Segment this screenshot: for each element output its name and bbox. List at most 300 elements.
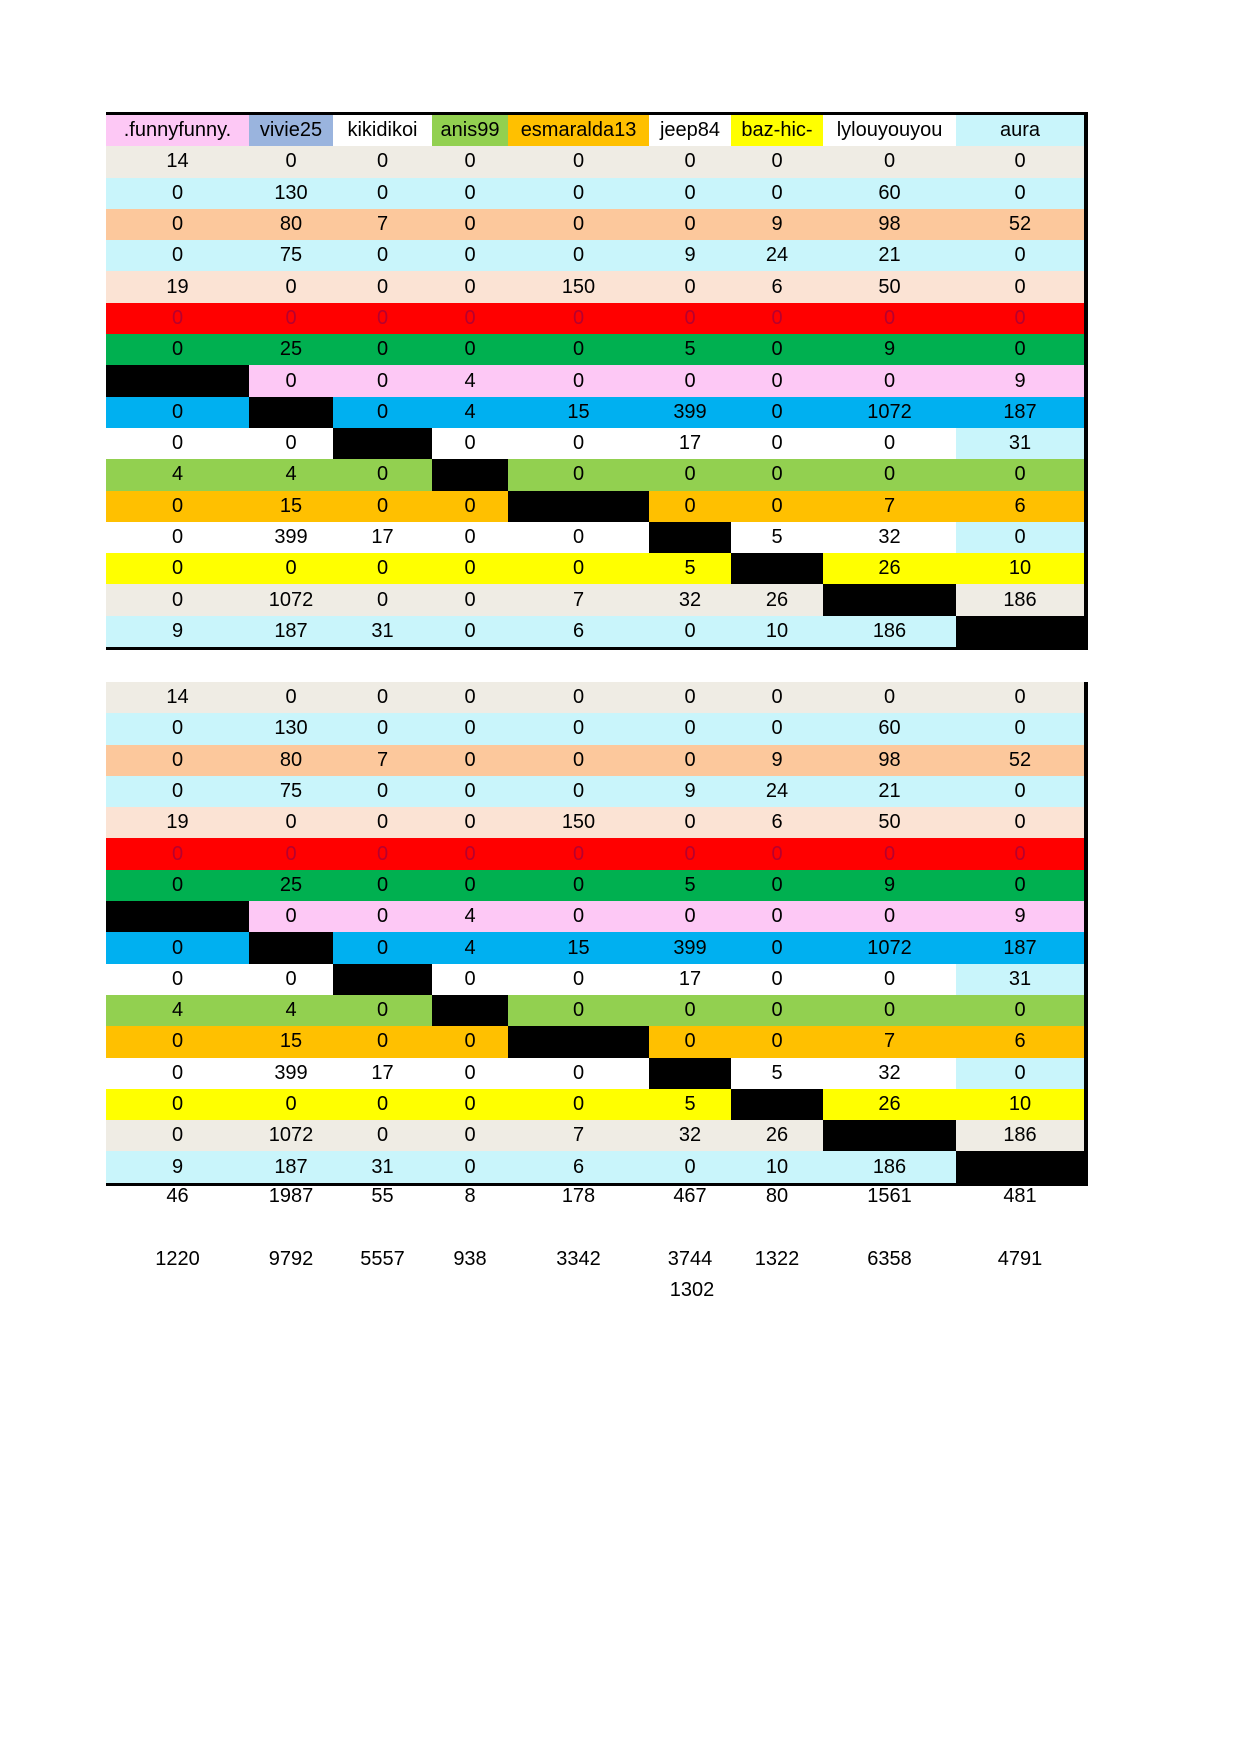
table-cell: 0 xyxy=(508,240,649,271)
table-cell: 80 xyxy=(249,745,333,776)
table-cell: 0 xyxy=(106,334,249,365)
table-cell: 0 xyxy=(956,776,1084,807)
total-cell: 8 xyxy=(464,1185,476,1208)
table-cell: 0 xyxy=(649,901,731,932)
blank-cell xyxy=(508,1026,649,1057)
total-cell: 1561 xyxy=(867,1185,912,1208)
table-cell: 0 xyxy=(333,178,432,209)
table-cell: 10 xyxy=(956,1089,1084,1120)
table-cell: 6 xyxy=(956,491,1084,522)
table-cell: 4 xyxy=(106,995,249,1026)
table-cell: 0 xyxy=(432,522,508,553)
table-cell: 10 xyxy=(731,1151,823,1182)
table-cell: 0 xyxy=(508,901,649,932)
table-cell: 0 xyxy=(333,807,432,838)
table-row xyxy=(106,1058,1084,1089)
table-cell: 0 xyxy=(823,901,956,932)
table-cell: 4 xyxy=(432,901,508,932)
table-cell: 0 xyxy=(649,616,731,647)
table-cell: 0 xyxy=(333,870,432,901)
table-cell: 9 xyxy=(649,240,731,271)
table-cell: 80 xyxy=(249,209,333,240)
table-cell: 0 xyxy=(823,303,956,334)
blank-cell xyxy=(731,553,823,584)
table-cell: 17 xyxy=(333,522,432,553)
blank-cell xyxy=(731,1089,823,1120)
table-cell: 0 xyxy=(106,838,249,869)
table-cell: 0 xyxy=(249,271,333,302)
table-cell: 0 xyxy=(649,713,731,744)
table-cell: 7 xyxy=(823,491,956,522)
table-cell: 0 xyxy=(649,1026,731,1057)
score-table-bottom xyxy=(106,682,1088,1186)
table-row xyxy=(106,428,1084,459)
table-cell: 0 xyxy=(823,459,956,490)
table-cell: 0 xyxy=(333,397,432,428)
table-cell: 0 xyxy=(649,491,731,522)
table-cell: 24 xyxy=(731,776,823,807)
table-row xyxy=(106,146,1084,177)
table-cell: 0 xyxy=(333,303,432,334)
table-cell: 14 xyxy=(106,146,249,177)
table-cell: 0 xyxy=(432,271,508,302)
blank-cell xyxy=(649,522,731,553)
table-cell: 130 xyxy=(249,713,333,744)
table-cell: 0 xyxy=(649,365,731,396)
table-cell: 17 xyxy=(649,964,731,995)
table-cell: 0 xyxy=(249,146,333,177)
table-row xyxy=(106,240,1084,271)
table-cell: 9 xyxy=(649,776,731,807)
table-cell: 98 xyxy=(823,745,956,776)
header-row xyxy=(106,115,1084,146)
table-cell: 399 xyxy=(649,932,731,963)
table-cell: 60 xyxy=(823,713,956,744)
table-cell: 50 xyxy=(823,807,956,838)
table-cell: 0 xyxy=(432,713,508,744)
table-cell: 0 xyxy=(106,522,249,553)
table-cell: 0 xyxy=(249,553,333,584)
blank-cell xyxy=(333,964,432,995)
table-cell: 0 xyxy=(823,146,956,177)
table-cell: 0 xyxy=(731,870,823,901)
table-cell: 0 xyxy=(731,146,823,177)
table-cell: 187 xyxy=(956,932,1084,963)
table-cell: 0 xyxy=(333,584,432,615)
table-row xyxy=(106,776,1084,807)
table-cell: 0 xyxy=(731,428,823,459)
table-cell: 5 xyxy=(731,522,823,553)
table-cell: 0 xyxy=(106,1026,249,1057)
table-cell: 32 xyxy=(649,1120,731,1151)
table-cell: 0 xyxy=(249,303,333,334)
table-cell: 60 xyxy=(823,178,956,209)
table-cell: 26 xyxy=(731,1120,823,1151)
table-cell: 6 xyxy=(731,807,823,838)
table-cell: 0 xyxy=(731,303,823,334)
table-cell: 0 xyxy=(508,776,649,807)
table-row xyxy=(106,807,1084,838)
table-cell: 0 xyxy=(649,745,731,776)
table-cell: 0 xyxy=(432,209,508,240)
table-cell: 186 xyxy=(823,1151,956,1182)
table-cell: 7 xyxy=(508,1120,649,1151)
table-row xyxy=(106,1151,1084,1182)
table-cell: 9 xyxy=(956,901,1084,932)
column-header: esmaralda13 xyxy=(508,115,649,146)
total-cell: 481 xyxy=(1003,1185,1037,1208)
table-cell: 0 xyxy=(956,870,1084,901)
table-cell: 0 xyxy=(508,713,649,744)
table-row xyxy=(106,365,1084,396)
table-row xyxy=(106,682,1084,713)
table-row xyxy=(106,303,1084,334)
table-cell: 0 xyxy=(649,459,731,490)
blank-cell xyxy=(956,1151,1084,1182)
table-cell: 19 xyxy=(106,271,249,302)
table-cell: 0 xyxy=(649,178,731,209)
table-row xyxy=(106,522,1084,553)
table-cell: 0 xyxy=(432,146,508,177)
table-cell: 0 xyxy=(333,776,432,807)
table-row xyxy=(106,932,1084,963)
table-cell: 0 xyxy=(731,964,823,995)
blank-cell xyxy=(106,365,249,396)
table-cell: 0 xyxy=(432,776,508,807)
table-cell: 0 xyxy=(432,334,508,365)
table-cell: 0 xyxy=(432,428,508,459)
column-header: lylouyouyou xyxy=(823,115,956,146)
table-cell: 0 xyxy=(333,838,432,869)
table-cell: 0 xyxy=(106,1120,249,1151)
table-cell: 0 xyxy=(333,1089,432,1120)
blank-cell xyxy=(508,491,649,522)
table-cell: 0 xyxy=(432,964,508,995)
table-row xyxy=(106,271,1084,302)
table-cell: 75 xyxy=(249,240,333,271)
table-cell: 9 xyxy=(731,209,823,240)
total-cell: 80 xyxy=(765,1185,789,1208)
table-cell: 0 xyxy=(333,932,432,963)
table-cell: 0 xyxy=(823,838,956,869)
table-cell: 0 xyxy=(106,1089,249,1120)
table-cell: 0 xyxy=(731,995,823,1026)
blank-cell xyxy=(106,901,249,932)
table-cell: 0 xyxy=(432,553,508,584)
table-cell: 0 xyxy=(432,682,508,713)
table-cell: 0 xyxy=(106,870,249,901)
table-cell: 25 xyxy=(249,334,333,365)
table-cell: 399 xyxy=(249,1058,333,1089)
table-cell: 7 xyxy=(333,209,432,240)
extra-value: 1302 xyxy=(669,1279,715,1302)
table-row xyxy=(106,901,1084,932)
table-cell: 0 xyxy=(106,776,249,807)
table-cell: 25 xyxy=(249,870,333,901)
table-cell: 0 xyxy=(508,178,649,209)
table-cell: 0 xyxy=(432,178,508,209)
blank-cell xyxy=(333,428,432,459)
table-cell: 0 xyxy=(333,1120,432,1151)
table-cell: 0 xyxy=(508,1089,649,1120)
column-header: vivie25 xyxy=(249,115,333,146)
table-cell: 7 xyxy=(823,1026,956,1057)
total-cell: 1987 xyxy=(268,1185,314,1208)
blank-cell xyxy=(432,995,508,1026)
table-cell: 5 xyxy=(649,334,731,365)
table-cell: 0 xyxy=(731,932,823,963)
total-cell: 55 xyxy=(371,1185,394,1208)
table-cell: 0 xyxy=(432,616,508,647)
spacer xyxy=(106,1275,651,1306)
blank-cell xyxy=(823,1120,956,1151)
table-cell: 186 xyxy=(956,1120,1084,1151)
score-table-top xyxy=(106,112,1088,650)
table-cell: 0 xyxy=(823,365,956,396)
table-cell: 0 xyxy=(731,901,823,932)
table-cell: 9 xyxy=(956,365,1084,396)
table-cell: 0 xyxy=(333,365,432,396)
table-row xyxy=(106,1089,1084,1120)
table-cell: 0 xyxy=(649,1151,731,1182)
table-cell: 0 xyxy=(649,209,731,240)
table-cell: 32 xyxy=(649,584,731,615)
table-cell: 0 xyxy=(508,365,649,396)
table-cell: 0 xyxy=(333,271,432,302)
table-cell: 150 xyxy=(508,271,649,302)
table-cell: 0 xyxy=(508,1058,649,1089)
table-cell: 1072 xyxy=(823,397,956,428)
column-header: .funnyfunny. xyxy=(106,115,249,146)
total-cell: 9792 xyxy=(268,1248,314,1271)
table-cell: 0 xyxy=(731,365,823,396)
table-cell: 0 xyxy=(432,807,508,838)
table-cell: 15 xyxy=(249,1026,333,1057)
table-cell: 0 xyxy=(106,428,249,459)
column-header: kikidikoi xyxy=(333,115,432,146)
total-cell: 3744 xyxy=(667,1248,713,1271)
table-cell: 0 xyxy=(731,178,823,209)
table-cell: 7 xyxy=(333,745,432,776)
table-cell: 0 xyxy=(956,459,1084,490)
table-cell: 6 xyxy=(956,1026,1084,1057)
table-cell: 0 xyxy=(956,303,1084,334)
table-row xyxy=(106,178,1084,209)
table-cell: 4 xyxy=(249,995,333,1026)
table-cell: 31 xyxy=(333,616,432,647)
table-cell: 0 xyxy=(333,459,432,490)
table-row xyxy=(106,553,1084,584)
table-cell: 0 xyxy=(508,838,649,869)
table-cell: 0 xyxy=(823,964,956,995)
table-cell: 21 xyxy=(823,240,956,271)
total-cell: 178 xyxy=(561,1185,596,1208)
table-cell: 0 xyxy=(249,838,333,869)
column-header: anis99 xyxy=(432,115,508,146)
table-cell: 31 xyxy=(956,428,1084,459)
table-cell: 0 xyxy=(956,995,1084,1026)
table-cell: 0 xyxy=(333,240,432,271)
table-cell: 0 xyxy=(731,682,823,713)
table-cell: 6 xyxy=(731,271,823,302)
table-cell: 0 xyxy=(432,491,508,522)
total-cell: 467 xyxy=(673,1185,707,1208)
table-cell: 98 xyxy=(823,209,956,240)
table-cell: 0 xyxy=(249,428,333,459)
table-cell: 0 xyxy=(106,303,249,334)
table-cell: 10 xyxy=(731,616,823,647)
table-cell: 9 xyxy=(823,870,956,901)
table-cell: 0 xyxy=(649,303,731,334)
table-cell: 0 xyxy=(432,1058,508,1089)
table-cell: 0 xyxy=(508,303,649,334)
table-cell: 130 xyxy=(249,178,333,209)
table-cell: 0 xyxy=(823,995,956,1026)
table-cell: 0 xyxy=(956,271,1084,302)
table-cell: 0 xyxy=(432,870,508,901)
table-cell: 0 xyxy=(508,146,649,177)
table-cell: 1072 xyxy=(249,1120,333,1151)
table-cell: 0 xyxy=(333,713,432,744)
table-cell: 0 xyxy=(956,240,1084,271)
table-cell: 0 xyxy=(249,901,333,932)
table-cell: 0 xyxy=(106,491,249,522)
table-cell: 6 xyxy=(508,616,649,647)
table-cell: 1072 xyxy=(823,932,956,963)
table-cell: 4 xyxy=(106,459,249,490)
table-cell: 21 xyxy=(823,776,956,807)
table-cell: 0 xyxy=(956,807,1084,838)
table-cell: 15 xyxy=(508,397,649,428)
table-cell: 0 xyxy=(956,178,1084,209)
table-row xyxy=(106,334,1084,365)
blank-cell xyxy=(249,397,333,428)
table-cell: 32 xyxy=(823,522,956,553)
table-cell: 0 xyxy=(106,397,249,428)
table-cell: 399 xyxy=(649,397,731,428)
column-header: baz-hic- xyxy=(731,115,823,146)
table-cell: 0 xyxy=(106,584,249,615)
table-cell: 17 xyxy=(649,428,731,459)
table-cell: 0 xyxy=(432,303,508,334)
table-cell: 31 xyxy=(333,1151,432,1182)
table-cell: 1072 xyxy=(249,584,333,615)
total-cell: 6358 xyxy=(867,1248,912,1271)
table-cell: 0 xyxy=(731,713,823,744)
table-cell: 186 xyxy=(956,584,1084,615)
table-cell: 0 xyxy=(333,682,432,713)
table-cell: 0 xyxy=(432,1120,508,1151)
table-cell: 52 xyxy=(956,209,1084,240)
table-cell: 0 xyxy=(333,553,432,584)
table-cell: 15 xyxy=(249,491,333,522)
table-cell: 5 xyxy=(649,1089,731,1120)
table-cell: 0 xyxy=(106,713,249,744)
table-cell: 0 xyxy=(956,334,1084,365)
table-cell: 0 xyxy=(432,1026,508,1057)
table-cell: 0 xyxy=(106,964,249,995)
table-cell: 5 xyxy=(649,553,731,584)
table-cell: 15 xyxy=(508,932,649,963)
totals-row-1 xyxy=(106,1181,1084,1212)
table-cell: 0 xyxy=(432,1151,508,1182)
table-cell: 0 xyxy=(731,397,823,428)
table-row xyxy=(106,745,1084,776)
table-row xyxy=(106,1120,1084,1151)
table-cell: 186 xyxy=(823,616,956,647)
table-cell: 0 xyxy=(106,745,249,776)
table-row xyxy=(106,459,1084,490)
table-cell: 0 xyxy=(956,522,1084,553)
table-cell: 187 xyxy=(249,616,333,647)
table-cell: 0 xyxy=(731,459,823,490)
table-cell: 0 xyxy=(508,964,649,995)
table-cell: 0 xyxy=(731,1026,823,1057)
column-header: jeep84 xyxy=(649,115,731,146)
table-row xyxy=(106,964,1084,995)
table-cell: 9 xyxy=(731,745,823,776)
table-cell: 0 xyxy=(106,178,249,209)
blank-cell xyxy=(649,1058,731,1089)
total-cell: 1322 xyxy=(754,1248,800,1271)
blank-cell xyxy=(432,459,508,490)
table-cell: 52 xyxy=(956,745,1084,776)
table-cell: 0 xyxy=(731,838,823,869)
table-cell: 0 xyxy=(249,682,333,713)
table-cell: 0 xyxy=(432,745,508,776)
table-cell: 0 xyxy=(333,146,432,177)
table-cell: 0 xyxy=(333,334,432,365)
table-cell: 17 xyxy=(333,1058,432,1089)
table-cell: 75 xyxy=(249,776,333,807)
table-row xyxy=(106,397,1084,428)
total-cell: 938 xyxy=(453,1248,487,1271)
table-cell: 0 xyxy=(249,964,333,995)
table-cell: 0 xyxy=(249,365,333,396)
blank-cell xyxy=(956,616,1084,647)
table-cell: 0 xyxy=(106,240,249,271)
table-cell: 9 xyxy=(106,1151,249,1182)
table-cell: 0 xyxy=(249,807,333,838)
table-cell: 0 xyxy=(508,553,649,584)
table-cell: 24 xyxy=(731,240,823,271)
table-cell: 0 xyxy=(333,1026,432,1057)
table-cell: 26 xyxy=(823,1089,956,1120)
blank-cell xyxy=(823,584,956,615)
table-cell: 0 xyxy=(956,838,1084,869)
table-cell: 0 xyxy=(731,334,823,365)
table-cell: 0 xyxy=(432,1089,508,1120)
table-cell: 0 xyxy=(333,995,432,1026)
table-cell: 0 xyxy=(508,209,649,240)
total-cell: 3342 xyxy=(556,1248,601,1271)
table-cell: 9 xyxy=(106,616,249,647)
table-cell: 0 xyxy=(956,682,1084,713)
table-cell: 6 xyxy=(508,1151,649,1182)
table-cell: 50 xyxy=(823,271,956,302)
table-cell: 0 xyxy=(649,838,731,869)
table-cell: 0 xyxy=(106,553,249,584)
total-cell: 1220 xyxy=(155,1248,200,1271)
table-row xyxy=(106,491,1084,522)
extra-row xyxy=(106,1275,1084,1306)
table-cell: 10 xyxy=(956,553,1084,584)
table-cell: 32 xyxy=(823,1058,956,1089)
table-row xyxy=(106,713,1084,744)
table-row xyxy=(106,870,1084,901)
table-cell: 4 xyxy=(432,932,508,963)
table-cell: 26 xyxy=(731,584,823,615)
